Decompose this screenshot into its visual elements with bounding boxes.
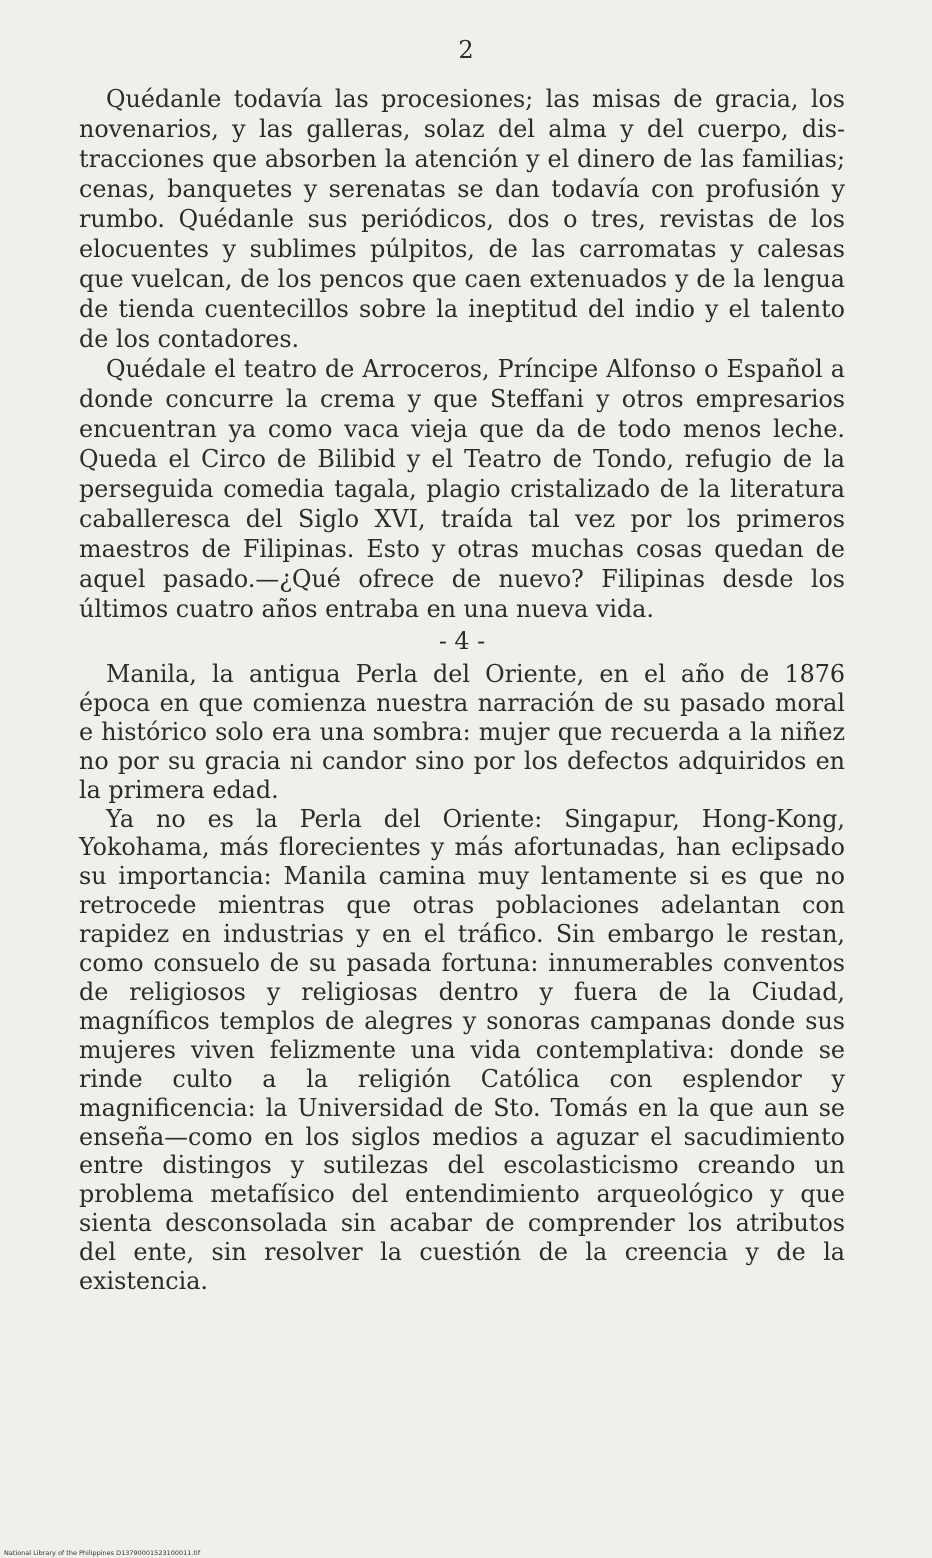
footer-credit: National Library of the Philippines D13790001523100011.tif (4, 1549, 201, 1557)
paragraph: Ya no es la Perla del Oriente: Singapur, Hong-Kong, Yokohama, más florecientes y más afortunadas, han eclipsado su importancia: Manila camina muy lentamente si es que no retrocede mientras que otras poblaciones adelantan con rapidez en industrias y en el tráfico. Sin embargo le restan, como consuelo de su pasada fortuna: innumerables conventos de religiosos y religiosas dentro y fuera de la Ciudad, magníficos templos de alegres y sonoras campanas donde sus mujeres viven felizmente una vida contemplativa: donde se rinde culto a la religión Católica con esplendor y magnificencia: la Universidad de Sto. Tomás en la que aun se enseña—como en los siglos medios a aguzar el sacudimiento entre distingos y sutilezas del escolasticismo creando un problema metafísico del entendimiento arqueológico y que sienta desconsolada sin acabar de comprender los atributos del ente, sin resolver la cuestión de la creencia y de la existencia. (79, 804, 845, 1296)
page-number: 2 (458, 36, 474, 64)
section-marker: - 4 - (438, 627, 486, 655)
text-block-after-section (79, 660, 845, 1296)
paragraph: Quédale el teatro de Arroceros, Príncipe Alfonso o Español a donde concurre la crema y que Steffani y otros empresarios encuentran ya como vaca vieja que da de todo menos leche. Queda el Circo de Bilibid y el Teatro de Tondo, refugio de la perseguida comedia tagala, plagio cristalizado de la literatura caballeresca del Siglo XVI, traída tal vez por los primeros maestros de Filipinas. Esto y otras muchas cosas quedan de aquel pasado.—¿Qué ofrece de nuevo? Filipinas desde los últimos cuatro años entraba en una nueva vida. (79, 355, 845, 623)
text-column (79, 84, 845, 1296)
paragraph: Quédanle todavía las procesiones; las misas de gracia, los novenarios, y las galleras, solaz del alma y del cuerpo, distracciones que absorben la atención y el dinero de las familias; cenas, banquetes y serenatas se dan todavía con profusión y rumbo. Quédanle sus periódicos, dos o tres, revistas de los elocuentes y sublimes púlpitos, de las carromatas y calesas que vuelcan, de los pencos que caen extenuados y de la lengua de tienda cuentecillos sobre la ineptitud del indio y el talento de los contadores. (79, 85, 845, 353)
paragraph: Manila, la antigua Perla del Oriente, en el año de 1876 época en que comienza nuestra narración de su pasado moral e histórico solo era una sombra: mujer que recuerda a la niñez no por su gracia ni candor sino por los defectos adquiridos en la primera edad. (79, 660, 845, 804)
text-block-before-section (79, 84, 845, 624)
